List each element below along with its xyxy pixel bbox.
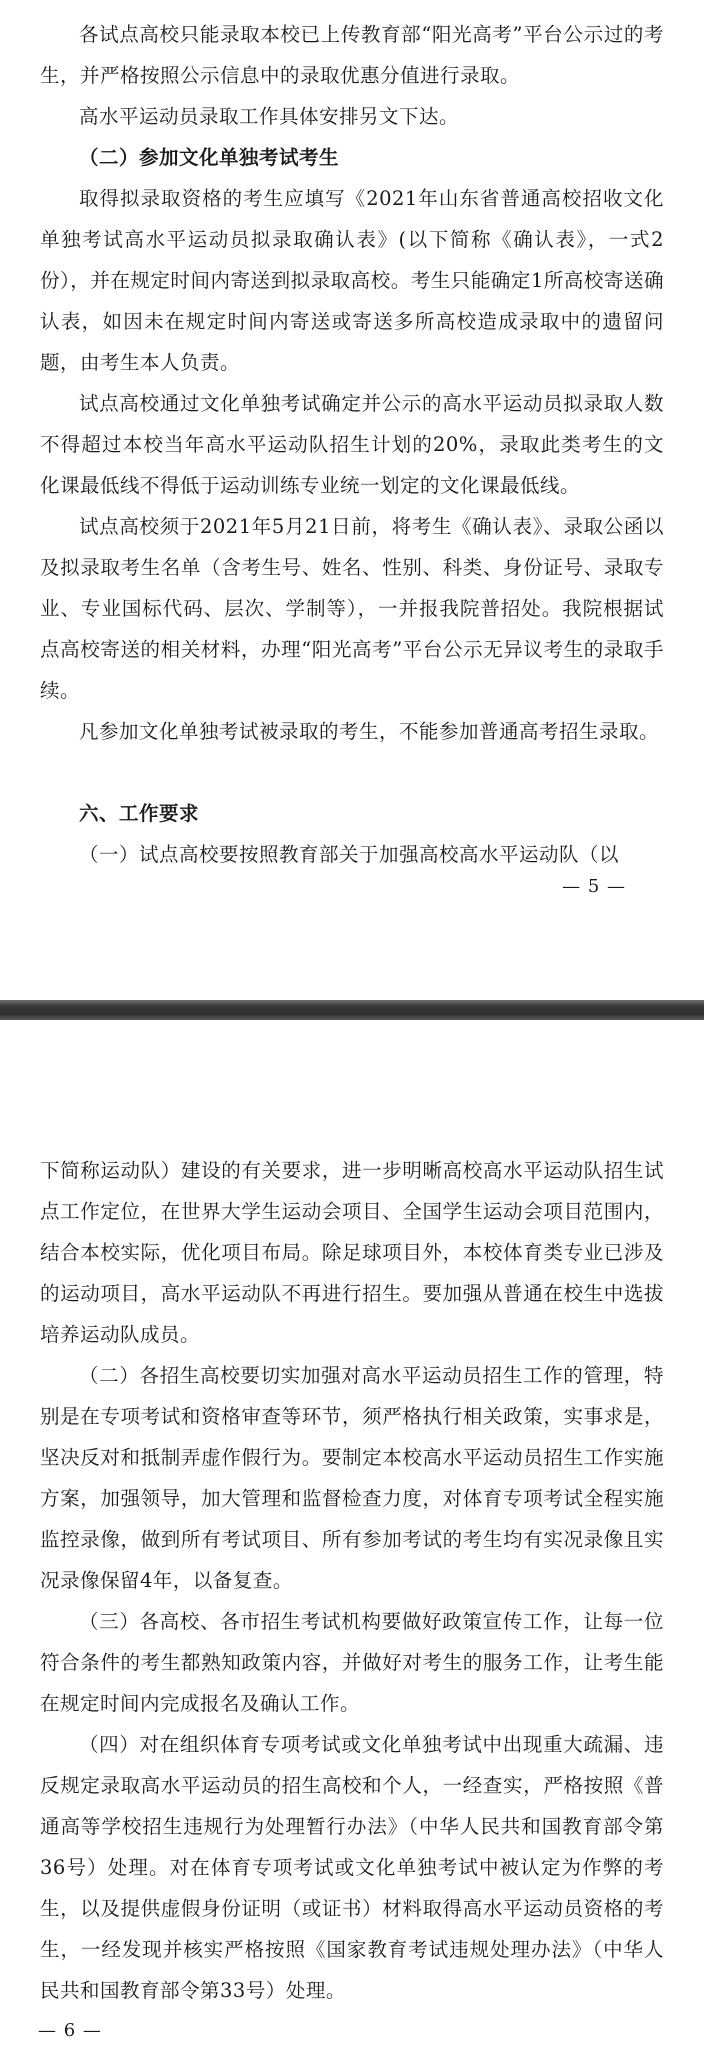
paragraph: 试点高校须于2021年5月21日前，将考生《确认表》、录取公函以及拟录取考生名单（含考生号、姓名、性别、科类、身份证号、录取专业、专业国标代码、层次、学制等），一并报我院普招处。我院根据试点高校寄送的相关材料，办理“阳光高考”平台公示无异议考生的录取手续。	[40, 515, 664, 702]
page-number: — 6 —	[38, 2020, 102, 2041]
section-subheading: （二）参加文化单独考试考生	[79, 146, 340, 169]
section-heading: 六、工作要求	[79, 802, 200, 825]
paragraph: （三）各高校、各市招生考试机构要做好政策宣传工作，让每一位符合条件的考生都熟知政策内容，并做好对考生的服务工作，让考生能在规定时间内完成报名及确认工作。	[40, 1610, 664, 1715]
paragraph: 下简称运动队）建设的有关要求，进一步明晰高校高水平运动队招生试点工作定位，在世界大学生运动会项目、全国学生运动会项目范围内，结合本校实际，优化项目布局。除足球项目外，本校体育类专业已涉及的运动项目，高水平运动队不再进行招生。要加强从普通在校生中选拔培养运动队成员。	[40, 1159, 664, 1346]
document-page-5	[0, 0, 704, 1000]
paragraph: 取得拟录取资格的考生应填写《2021年山东省普通高校招收文化单独考试高水平运动员拟录取确认表》(以下简称《确认表》，一式2份），并在规定时间内寄送到拟录取高校。考生只能确定1所高校寄送确认表，如因未在规定时间内寄送或寄送多所高校造成录取中的遗留问题，由考生本人负责。	[40, 187, 664, 374]
paragraph: 各试点高校只能录取本校已上传教育部“阳光高考”平台公示过的考生，并严格按照公示信息中的录取优惠分值进行录取。	[40, 23, 664, 87]
paragraph: （二）各招生高校要切实加强对高水平运动员招生工作的管理，特别是在专项考试和资格审查等环节，须严格执行相关政策，实事求是，坚决反对和抵制弄虚作假行为。要制定本校高水平运动员招生工作实施方案，加强领导，加大管理和监督检查力度，对体育专项考试全程实施监控录像，做到所有考试项目、所有参加考试的考生均有实况录像且实况录像保留4年，以备复查。	[40, 1364, 664, 1592]
page-separator	[0, 1000, 704, 1020]
paragraph: （四）对在组织体育专项考试或文化单独考试中出现重大疏漏、违反规定录取高水平运动员的招生高校和个人，一经查实，严格按照《普通高等学校招生违规行为处理暂行办法》（中华人民共和国教育部令第36号）处理。对在体育专项考试或文化单独考试中被认定为作弊的考生，以及提供虚假身份证明（或证书）材料取得高水平运动员资格的考生，一经发现并核实严格按照《国家教育考试违规处理办法》（中华人民共和国教育部令第33号）处理。	[40, 1733, 664, 2002]
paragraph: 凡参加文化单独考试被录取的考生，不能参加普通高考招生录取。	[79, 720, 660, 743]
paragraph: 试点高校通过文化单独考试确定并公示的高水平运动员拟录取人数不得超过本校当年高水平运动队招生计划的20%，录取此类考生的文化课最低线不得低于运动训练专业统一划定的文化课最低线。	[40, 392, 664, 497]
paragraph: 高水平运动员录取工作具体安排另文下达。	[79, 105, 460, 128]
paragraph: （一）试点高校要按照教育部关于加强高校高水平运动队（以	[79, 843, 620, 866]
page-number: — 5 —	[562, 876, 626, 897]
